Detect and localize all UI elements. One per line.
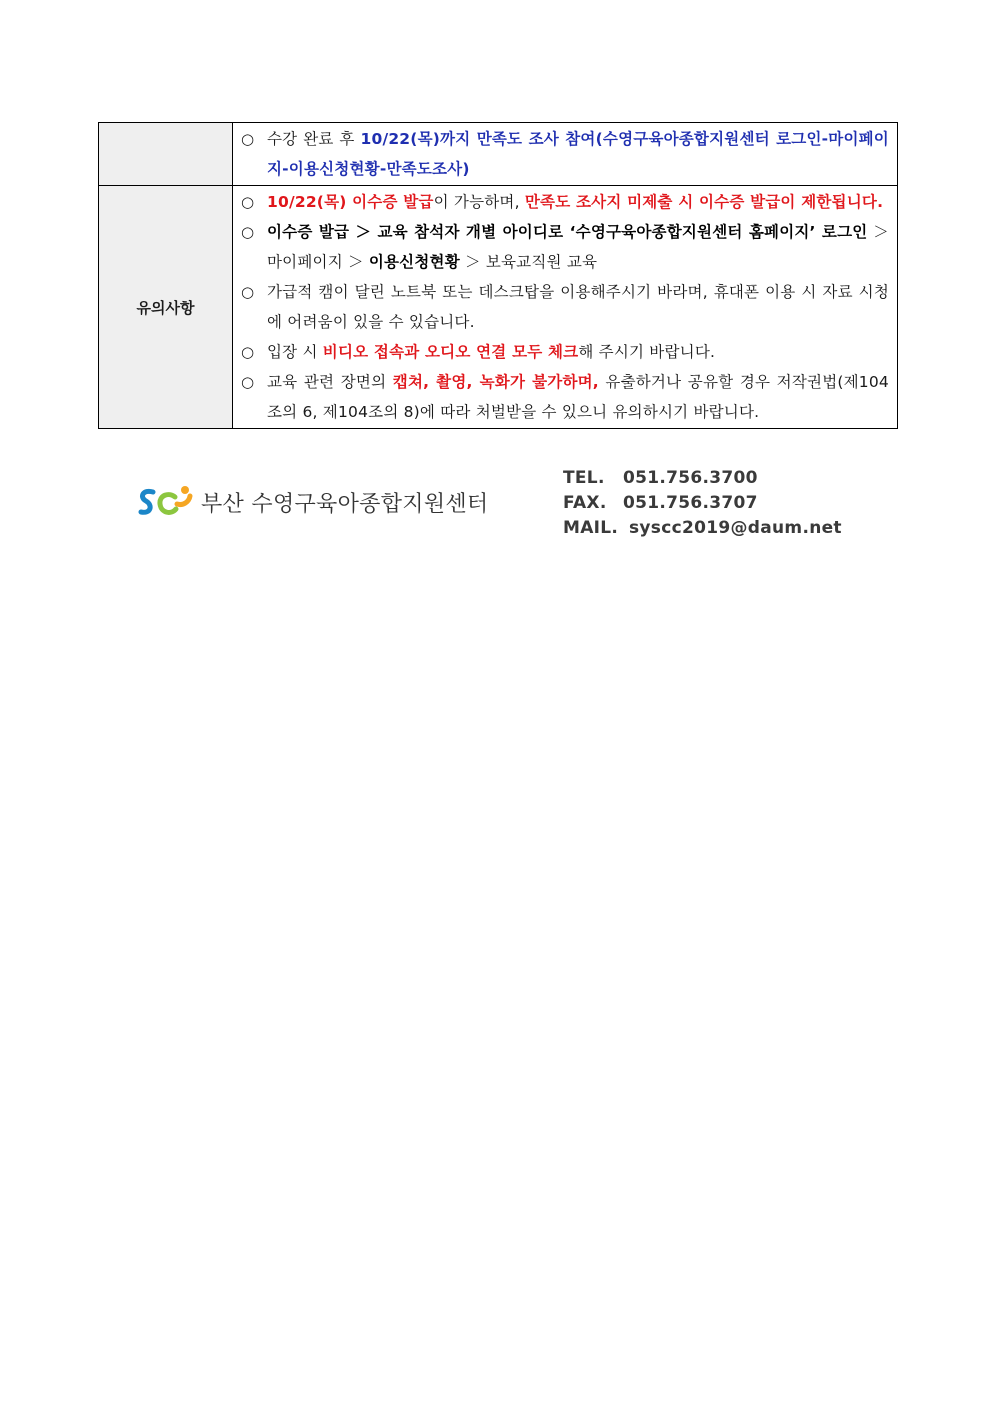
bullet-circle-icon: ○ [241,193,255,211]
notice-text: 입장 시 [267,343,323,361]
notice-item [241,367,889,427]
contact-label: TEL. [563,468,605,488]
notice-text: 만족도 조사지 미제출 시 이수증 발급이 제한됩니다. [524,193,884,211]
contact-tel [563,466,842,491]
notice-text: 이용신청현황 [368,253,460,271]
bullet-circle-icon: ○ [241,373,255,391]
notice-text: 캡쳐, 촬영, 녹화가 불가하며, [392,373,599,391]
notice-item [241,337,889,367]
notice-text: 이 가능하며, [433,193,525,211]
notice-text: ＞ 보육교직원 교육 [459,253,598,271]
row-label-notes: 유의사항 [99,186,233,429]
contact-label: MAIL. [563,518,619,538]
contact-value: 051.756.3707 [623,493,758,513]
bullet-circle-icon: ○ [241,130,255,148]
notice-text: 유출하거나 공유할 경우 저작권법(제104조의 6, 제104조의 8)에 따라 처벌받을 수 있으니 유의하시기 바랍니다. [267,373,889,421]
bullet-circle-icon: ○ [241,283,255,301]
org-name: 부산 수영구육아종합지원센터 [201,492,489,517]
notice-text: 수강 완료 후 [267,130,361,148]
bullet-circle-icon: ○ [241,343,255,361]
contact-mail [563,516,842,541]
notice-text: 교육 관련 장면의 [267,373,393,391]
notice-text: 가급적 캠이 달린 노트북 또는 데스크탑을 이용해주시기 바라며, 휴대폰 이용 시 자료 시청에 어려움이 있을 수 있습니다. [267,283,889,331]
notice-text: 10/22(목) 이수증 발급 [267,193,434,211]
contact-info [563,466,842,541]
contact-value: syscc2019@daum.net [629,518,842,538]
table-row [99,123,898,186]
notice-text: 10/22(목)까지 만족도 조사 참여(수영구육아종합지원센터 로그인-마이페이지-이용신청현황-만족도조사) [267,130,889,178]
notice-item [241,187,889,217]
notice-item [241,124,889,184]
sc-logo-icon [137,484,195,520]
row-content [233,123,898,186]
org-logo [137,484,489,520]
contact-fax [563,491,842,516]
row-content [233,186,898,429]
bullet-circle-icon: ○ [241,223,255,241]
notice-text: ＞ 마이페이지 ＞ [267,223,889,271]
notice-item [241,277,889,337]
contact-value: 051.756.3700 [623,468,758,488]
notice-text: 이수증 발급 ＞ 교육 참석자 개별 아이디로 ‘수영구육아종합지원센터 홈페이지’ 로그인 [267,223,868,241]
notice-table [98,122,898,429]
notice-text: 해 주시기 바랍니다. [578,343,716,361]
notice-text: 비디오 접속과 오디오 연결 모두 체크 [322,343,579,361]
notice-item [241,217,889,277]
row-label-empty [99,123,233,186]
contact-label: FAX. [563,493,607,513]
table-row [99,186,898,429]
